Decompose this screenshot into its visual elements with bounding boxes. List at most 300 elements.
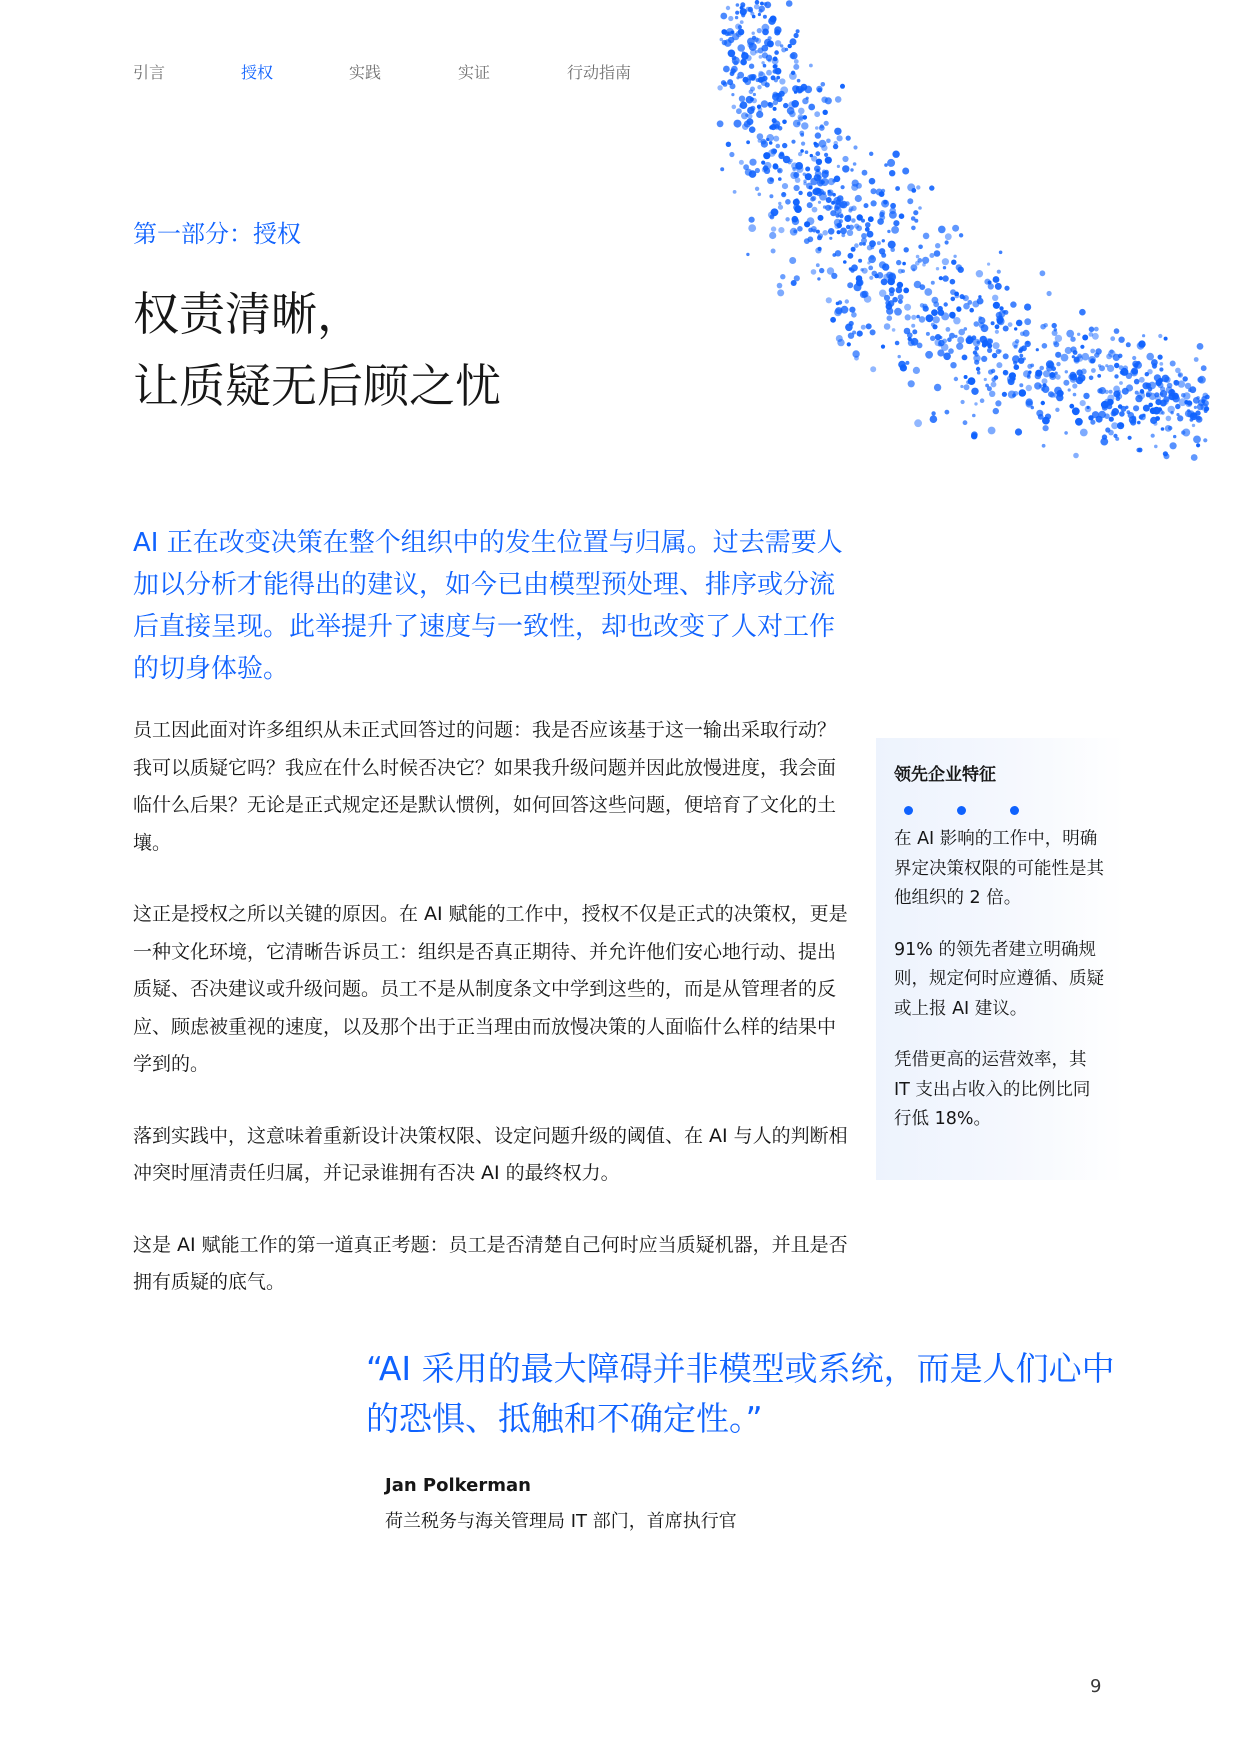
decorative-dot: [1190, 418, 1194, 422]
decorative-dot: [991, 321, 995, 325]
decorative-dot: [888, 241, 896, 249]
decorative-dot: [1117, 422, 1124, 429]
decorative-dot: [849, 321, 854, 326]
decorative-dot: [856, 275, 863, 282]
decorative-dot: [791, 162, 798, 169]
decorative-dot: [851, 264, 858, 271]
decorative-dot: [956, 307, 961, 312]
decorative-dot: [987, 263, 990, 266]
decorative-dot: [904, 328, 911, 335]
decorative-dot: [887, 278, 895, 286]
decorative-dot: [999, 316, 1003, 320]
decorative-dot: [923, 306, 929, 312]
decorative-dot: [946, 327, 951, 332]
decorative-dot: [796, 166, 803, 173]
decorative-dot: [1049, 372, 1055, 378]
decorative-dot: [794, 205, 802, 213]
decorative-dot: [768, 149, 776, 157]
decorative-dot: [1055, 408, 1059, 412]
decorative-dot: [1049, 373, 1056, 380]
decorative-dot: [1160, 390, 1167, 397]
decorative-dot: [1028, 371, 1031, 374]
decorative-dot: [774, 78, 778, 82]
decorative-dot: [1036, 410, 1043, 417]
decorative-dot: [749, 43, 757, 51]
decorative-dot: [964, 384, 970, 390]
dot-icon: [1010, 806, 1019, 815]
decorative-dot: [730, 31, 733, 34]
decorative-dot: [1161, 411, 1165, 415]
decorative-dot: [985, 338, 991, 344]
decorative-dot: [771, 249, 776, 254]
decorative-dot: [746, 96, 754, 104]
decorative-dot: [1177, 415, 1183, 421]
decorative-dot: [773, 57, 778, 62]
decorative-dot: [736, 108, 742, 114]
decorative-dot: [839, 214, 843, 218]
decorative-dot: [722, 40, 727, 45]
decorative-dot: [900, 364, 907, 371]
decorative-dot: [767, 134, 774, 141]
decorative-dot: [731, 93, 734, 96]
decorative-dot: [723, 82, 728, 87]
decorative-dot: [913, 210, 918, 215]
decorative-dot: [1158, 407, 1162, 411]
decorative-dot: [778, 177, 782, 181]
decorative-dot: [809, 186, 813, 190]
decorative-dot: [1178, 380, 1185, 387]
decorative-dot: [749, 9, 753, 13]
decorative-dot: [732, 33, 739, 40]
decorative-dot: [720, 167, 724, 171]
decorative-dot: [1109, 390, 1113, 394]
decorative-dot: [1120, 368, 1128, 376]
decorative-dot: [919, 316, 926, 323]
nav-item-intro[interactable]: 引言: [133, 63, 166, 82]
decorative-dot: [851, 218, 856, 223]
decorative-dot: [883, 200, 888, 205]
quote-author: Jan Polkerman: [385, 1475, 531, 1496]
decorative-dot: [838, 212, 843, 217]
nav-item-evidence[interactable]: 实证: [458, 63, 491, 82]
decorative-dot: [794, 185, 800, 191]
decorative-dot: [1123, 365, 1128, 370]
decorative-dot: [977, 341, 980, 344]
decorative-dot: [939, 276, 943, 280]
decorative-dot: [958, 329, 965, 336]
decorative-dot: [1167, 383, 1173, 389]
decorative-dot: [1114, 328, 1120, 334]
decorative-dot: [755, 187, 759, 191]
decorative-dot: [785, 199, 791, 205]
decorative-dot: [1068, 388, 1071, 391]
decorative-dot: [738, 25, 742, 29]
decorative-dot: [747, 107, 754, 114]
decorative-dot: [1003, 326, 1009, 332]
decorative-dot: [1204, 409, 1208, 413]
decorative-dot: [761, 141, 768, 148]
decorative-dot: [853, 145, 857, 149]
decorative-dot: [772, 149, 777, 154]
decorative-dot: [842, 156, 848, 162]
decorative-dot: [1181, 430, 1185, 434]
decorative-dot: [1119, 365, 1124, 370]
decorative-dot: [840, 201, 848, 209]
decorative-dot: [766, 70, 772, 76]
decorative-dot: [800, 133, 804, 137]
decorative-dot: [841, 306, 849, 314]
decorative-dot: [1018, 358, 1024, 364]
decorative-dot: [1034, 382, 1041, 389]
decorative-dot: [741, 52, 749, 60]
decorative-dot: [993, 302, 1000, 309]
decorative-dot: [786, 0, 793, 7]
decorative-dot: [904, 247, 909, 252]
decorative-dot: [887, 230, 890, 233]
decorative-dot: [816, 190, 823, 197]
decorative-dot: [789, 111, 796, 118]
decorative-dot: [882, 239, 885, 242]
decorative-dot: [1127, 410, 1131, 414]
decorative-dot: [1068, 374, 1074, 380]
decorative-dot: [879, 212, 884, 217]
decorative-dot: [971, 388, 978, 395]
decorative-dot: [1073, 374, 1077, 378]
nav-item-empowerment[interactable]: 授权: [241, 63, 274, 82]
decorative-dot: [785, 217, 789, 221]
decorative-dot: [980, 336, 987, 343]
decorative-dot: [763, 15, 767, 19]
decorative-dot: [877, 241, 881, 245]
decorative-dot: [750, 87, 755, 92]
decorative-dot: [1027, 372, 1031, 376]
decorative-dot: [879, 191, 885, 197]
decorative-dot: [1072, 407, 1080, 415]
decorative-dot: [796, 29, 800, 33]
decorative-dot: [798, 114, 804, 120]
decorative-dot: [851, 247, 856, 252]
decorative-dot: [831, 201, 835, 205]
decorative-dot: [856, 225, 862, 231]
decorative-dot: [821, 82, 826, 87]
decorative-dot: [739, 160, 744, 165]
decorative-dot: [1109, 417, 1114, 422]
decorative-dot: [1181, 393, 1186, 398]
decorative-dot: [907, 183, 915, 191]
decorative-dot: [819, 125, 825, 131]
decorative-dot: [848, 208, 852, 212]
decorative-dot: [1168, 406, 1175, 413]
decorative-dot: [808, 228, 813, 233]
decorative-dot: [1041, 401, 1045, 405]
decorative-dot: [977, 371, 981, 375]
decorative-dot: [922, 263, 926, 267]
decorative-dot: [911, 315, 916, 320]
decorative-dot: [1090, 358, 1095, 363]
decorative-dot: [1154, 392, 1159, 397]
decorative-dot: [1137, 421, 1141, 425]
decorative-dot: [1020, 332, 1025, 337]
decorative-dot: [926, 314, 934, 322]
decorative-dot: [774, 165, 778, 169]
decorative-dot: [936, 267, 939, 270]
decorative-dot: [777, 168, 783, 174]
decorative-dot: [891, 226, 899, 234]
decorative-dot: [993, 276, 1000, 283]
decorative-dot: [803, 173, 806, 176]
decorative-dot: [741, 13, 745, 17]
decorative-dot: [922, 257, 929, 264]
decorative-dot: [895, 341, 900, 346]
decorative-dot: [1175, 404, 1180, 409]
decorative-dot: [1107, 399, 1114, 406]
decorative-dot: [818, 247, 822, 251]
decorative-dot: [988, 427, 996, 435]
decorative-dot: [1074, 357, 1080, 363]
decorative-dot: [982, 343, 987, 348]
decorative-dot: [1116, 397, 1121, 402]
lead-paragraph: AI 正在改变决策在整个组织中的发生位置与归属。过去需要人加以分析才能得出的建议，如今已由模型预处理、排序或分流后直接呈现。此举提升了速度与一致性，却也改变了人对工作的切身体验。: [133, 528, 843, 684]
decorative-dot: [1012, 394, 1016, 398]
decorative-dot: [1170, 442, 1177, 449]
decorative-dot: [999, 306, 1003, 310]
decorative-dot: [879, 261, 886, 268]
decorative-dot: [811, 226, 817, 232]
decorative-dot: [945, 240, 949, 244]
decorative-dot: [1075, 418, 1083, 426]
decorative-dot: [1026, 400, 1033, 407]
decorative-dot: [831, 273, 837, 279]
decorative-dot: [1196, 416, 1203, 423]
decorative-dot: [951, 260, 956, 265]
decorative-dot: [807, 217, 815, 225]
decorative-dot: [858, 259, 862, 263]
decorative-dot: [731, 31, 735, 35]
decorative-dot: [1197, 404, 1204, 411]
decorative-dot: [1008, 322, 1013, 327]
decorative-dot: [966, 336, 974, 344]
decorative-dot: [818, 201, 821, 204]
decorative-dot: [867, 261, 870, 264]
decorative-dot: [889, 287, 895, 293]
decorative-dot: [834, 176, 841, 183]
decorative-dot: [1146, 391, 1152, 397]
body-paragraph-4: 这是 AI 赋能工作的第一道真正考题：员工是否清楚自己何时应当质疑机器，并且是否拥有质疑的底气。: [133, 1233, 848, 1293]
decorative-dot: [811, 156, 817, 162]
decorative-dot: [787, 107, 795, 115]
decorative-dot: [778, 202, 781, 205]
decorative-dot: [1105, 390, 1109, 394]
decorative-dot: [835, 199, 840, 204]
decorative-dot: [957, 337, 964, 344]
nav-item-action-guide[interactable]: 行动指南: [567, 63, 632, 82]
dot-icon: [957, 806, 966, 815]
decorative-dot: [847, 342, 851, 346]
decorative-dot: [1027, 364, 1032, 369]
decorative-dot: [1149, 393, 1156, 400]
decorative-dot: [852, 350, 859, 357]
decorative-dot: [1046, 360, 1054, 368]
decorative-dot: [947, 337, 952, 342]
decorative-dot: [1044, 323, 1048, 327]
decorative-dot: [1161, 427, 1165, 431]
decorative-dot: [751, 74, 756, 79]
decorative-dot: [1196, 396, 1200, 400]
decorative-dot: [925, 351, 933, 359]
decorative-dot: [1047, 291, 1052, 296]
decorative-dot: [1107, 404, 1113, 410]
decorative-dot: [758, 48, 764, 54]
decorative-dot: [807, 202, 813, 208]
decorative-dot: [779, 78, 785, 84]
decorative-dot: [790, 228, 798, 236]
decorative-dot: [911, 226, 916, 231]
decorative-dot: [978, 317, 985, 324]
decorative-dot: [796, 86, 800, 90]
decorative-dot: [1070, 376, 1077, 383]
decorative-dot: [762, 167, 767, 172]
decorative-dot: [762, 24, 770, 32]
decorative-dot: [991, 377, 996, 382]
decorative-dot: [774, 29, 780, 35]
decorative-dot: [798, 108, 805, 115]
decorative-dot: [994, 375, 999, 380]
decorative-dot: [736, 31, 742, 37]
decorative-dot: [876, 189, 883, 196]
decorative-dot: [769, 125, 773, 129]
decorative-dot: [773, 64, 778, 69]
decorative-dot: [1139, 414, 1146, 421]
decorative-dot: [1135, 361, 1142, 368]
decorative-dot: [767, 177, 774, 184]
decorative-dot: [870, 366, 876, 372]
decorative-dot: [1090, 420, 1095, 425]
decorative-dot: [1035, 373, 1042, 380]
decorative-dot: [1121, 406, 1127, 412]
decorative-dot: [914, 219, 918, 223]
decorative-dot: [1164, 337, 1168, 341]
decorative-dot: [771, 148, 777, 154]
decorative-dot: [939, 336, 942, 339]
decorative-dot: [1113, 386, 1120, 393]
decorative-dot: [879, 215, 885, 221]
decorative-dot: [821, 178, 829, 186]
decorative-dot: [728, 16, 733, 21]
decorative-dot: [1193, 436, 1201, 444]
decorative-dot: [802, 98, 808, 104]
decorative-dot: [1013, 361, 1017, 365]
decorative-dot: [1079, 309, 1086, 316]
decorative-dot: [850, 168, 853, 171]
decorative-dot: [1163, 451, 1168, 456]
page-number: 9: [1090, 1676, 1102, 1697]
decorative-dot: [1122, 388, 1129, 395]
decorative-dot: [1203, 438, 1207, 442]
decorative-dot: [847, 215, 851, 219]
nav-item-practice[interactable]: 实践: [349, 63, 382, 82]
decorative-dot: [1170, 361, 1176, 367]
decorative-dot: [743, 77, 749, 83]
decorative-dot: [812, 188, 819, 195]
decorative-dot: [1136, 448, 1141, 453]
decorative-dot: [854, 243, 859, 248]
decorative-dot: [896, 260, 901, 265]
decorative-dot: [803, 180, 806, 183]
decorative-dot: [809, 64, 813, 68]
decorative-dot: [989, 391, 995, 397]
decorative-dot: [979, 322, 985, 328]
decorative-dot: [962, 296, 965, 299]
decorative-dot: [793, 204, 800, 211]
decorative-dot: [1184, 400, 1188, 404]
decorative-dot: [740, 6, 744, 10]
decorative-dot: [777, 283, 783, 289]
decorative-dot: [721, 80, 726, 85]
decorative-dot: [813, 229, 817, 233]
decorative-dot: [1185, 383, 1191, 389]
decorative-dot: [843, 260, 847, 264]
decorative-dot: [1023, 330, 1030, 337]
decorative-dot: [825, 205, 831, 211]
decorative-dot: [811, 269, 817, 275]
decorative-dot: [931, 323, 935, 327]
decorative-dot: [987, 386, 992, 391]
decorative-dot: [826, 197, 832, 203]
decorative-dot: [836, 302, 840, 306]
decorative-dot: [938, 340, 944, 346]
decorative-dot: [765, 82, 770, 87]
decorative-dot: [781, 192, 786, 197]
decorative-dot: [915, 261, 920, 266]
decorative-dot: [852, 180, 859, 187]
decorative-dot: [842, 165, 849, 172]
decorative-dot: [772, 69, 776, 73]
decorative-dot: [1113, 434, 1117, 438]
decorative-dot: [920, 303, 925, 308]
decorative-dot: [795, 177, 801, 183]
decorative-dot: [1070, 372, 1077, 379]
decorative-dot: [794, 59, 799, 64]
decorative-dot: [776, 76, 780, 80]
decorative-dot: [736, 76, 739, 79]
decorative-dot: [953, 255, 956, 258]
decorative-dot: [1073, 393, 1077, 397]
decorative-dot: [1133, 363, 1137, 367]
decorative-dot: [770, 178, 774, 182]
decorative-dot: [745, 169, 752, 176]
decorative-dot: [726, 28, 734, 36]
decorative-dot: [987, 343, 992, 348]
decorative-dot: [1102, 405, 1108, 411]
decorative-dot: [798, 152, 802, 156]
decorative-dot: [972, 335, 977, 340]
decorative-dot: [724, 39, 732, 47]
decorative-dot: [798, 116, 803, 121]
decorative-dot: [791, 280, 797, 286]
decorative-dot: [761, 100, 769, 108]
decorative-dot: [1042, 383, 1046, 387]
decorative-dot: [797, 226, 803, 232]
decorative-dot: [839, 202, 845, 208]
decorative-dot: [953, 317, 960, 324]
decorative-dot: [1012, 355, 1020, 363]
decorative-dot: [872, 271, 878, 277]
decorative-dot: [971, 433, 977, 439]
decorative-dot: [778, 227, 784, 233]
decorative-dot: [966, 380, 970, 384]
decorative-dot: [1164, 453, 1170, 459]
decorative-dot: [849, 267, 852, 270]
